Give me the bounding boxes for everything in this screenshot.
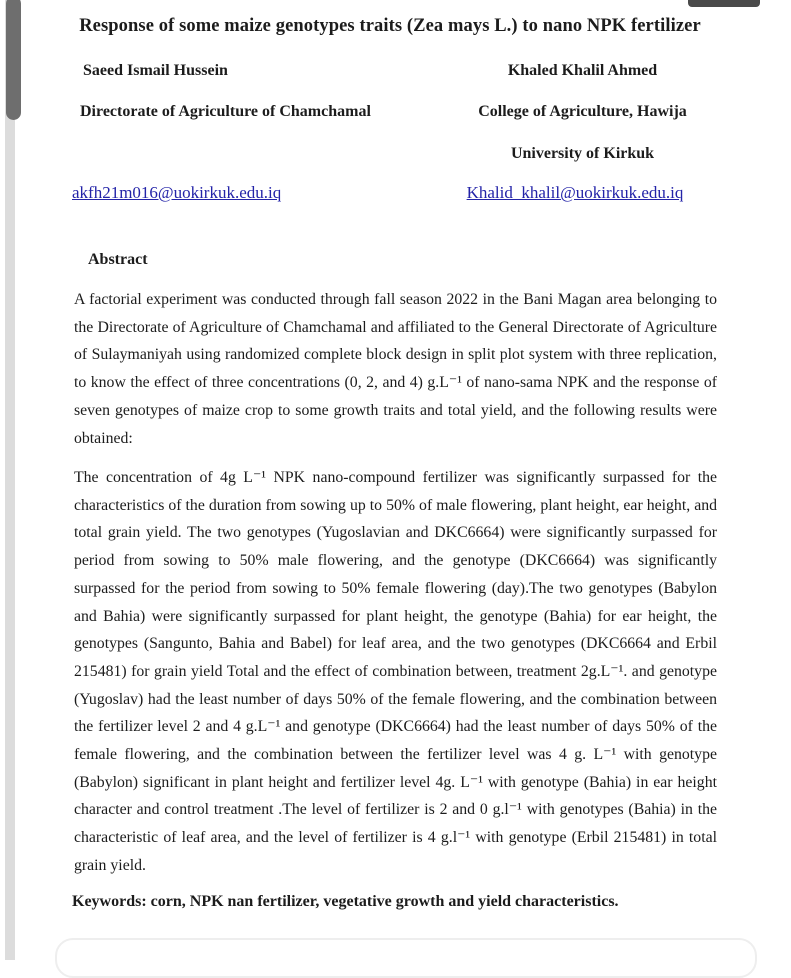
scrollbar-track[interactable] xyxy=(5,0,15,960)
author-name-right: Khaled Khalil Ahmed xyxy=(507,62,658,79)
author-name-left: Saeed Ismail Hussein xyxy=(83,62,228,79)
top-toolbar-handle[interactable] xyxy=(688,0,760,7)
author-university-right: University of Kirkuk xyxy=(510,145,655,162)
author-email-right-link[interactable]: Khalid_khalil@uokirkuk.edu.iq xyxy=(466,183,684,202)
next-page-card xyxy=(55,938,757,978)
author-affiliation-right: College of Agriculture, Hawija xyxy=(478,103,687,120)
scrollbar-thumb[interactable] xyxy=(6,0,21,120)
abstract-paragraph-2: The concentration of 4g L⁻¹ NPK nano-compound fertilizer was significantly surpassed for the characteristics of the duration from sowing up to 50% of male flowering, plant height, ear height, and total grain yield. The two genotypes (Yugoslavian and DKC6664) were significantly surpassed for period from sowing to 50% male flowering, and the genotype (DKC6664) was significantly surpassed for the period from sowing to 50% female flowering (day).The two genotypes (Babylon and Bahia) were significantly surpassed for plant height, the genotype (Bahia) for ear height, the genotypes (Sangunto, Bahia and Babel) for leaf area, and the two genotypes (DKC6664 and Erbil 215481) for grain yield Total and the effect of combination between, treatment 2g.L⁻¹. and genotype (Yugoslav) had the least number of days 50% of the female flowering, and the combination between the fertilizer level 2 and 4 g.L⁻¹ and genotype (DKC6664) had the least number of days 50% of the female flowering, and the combination between the fertilizer level was 4 g. L⁻¹ with genotype (Babylon) significant in plant height and fertilizer level 4g. L⁻¹ with genotype (Bahia) in ear height character and control treatment .The level of fertilizer is 2 and 0 g.l⁻¹ with genotypes (Bahia) in the characteristic of leaf area, and the level of fertilizer is 4 g.l⁻¹ with genotype (Erbil 215481) in total grain yield. xyxy=(74,469,717,874)
author-affiliation-left: Directorate of Agriculture of Chamchamal xyxy=(80,103,371,120)
author-email-left-link[interactable]: akfh21m016@uokirkuk.edu.iq xyxy=(72,183,282,202)
keywords-line: Keywords: corn, NPK nan fertilizer, vegetative growth and yield characteristics. xyxy=(72,893,619,910)
paper-title: Response of some maize genotypes traits (Zea mays L.) to nano NPK fertilizer xyxy=(79,16,701,36)
author-email-left-wrap xyxy=(72,183,281,203)
author-email-right-wrap xyxy=(440,183,710,203)
abstract-heading: Abstract xyxy=(88,251,148,268)
abstract-paragraph-1: A factorial experiment was conducted through fall season 2022 in the Bani Magan area belonging to the Directorate of Agriculture of Chamchamal and affiliated to the General Directorate of Agriculture of Sulaymaniyah using randomized complete block design in split plot system with three replication, to know the effect of three concentrations (0, 2, and 4) g.L⁻¹ of nano-sama NPK and the response of seven genotypes of maize crop to some growth traits and total yield, and the following results were obtained: xyxy=(74,291,717,447)
